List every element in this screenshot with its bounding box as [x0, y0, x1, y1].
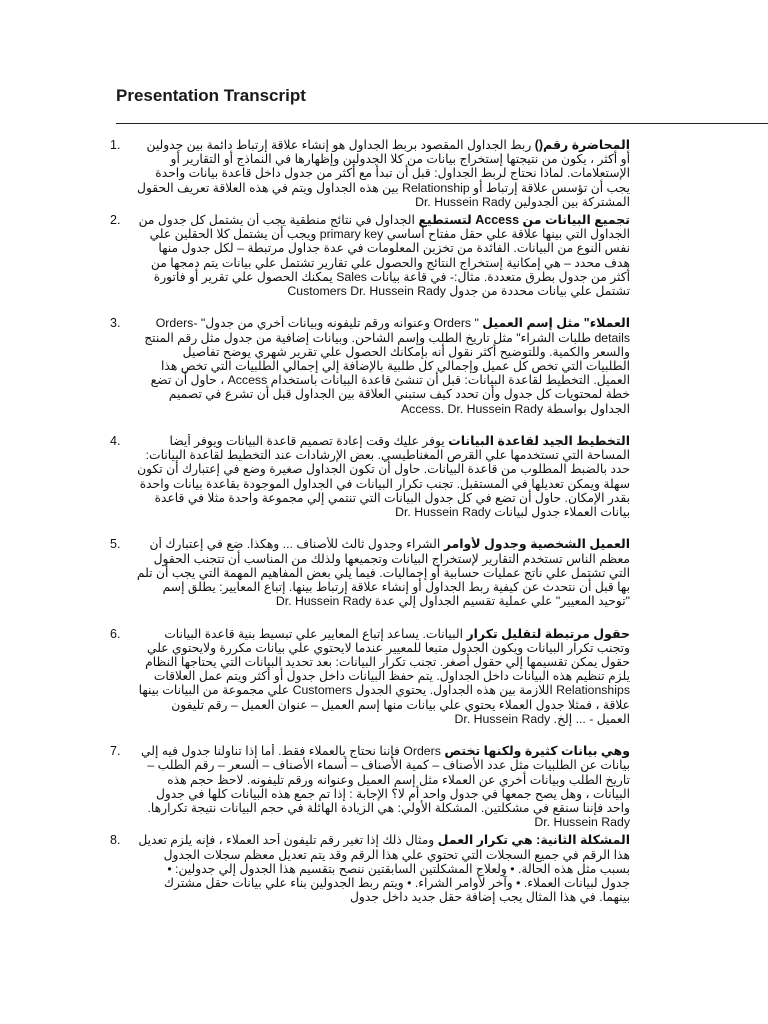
item-body: ومثال ذلك إذا تغير رقم تليفون أحد العملاء ، فإنه يلزم تعديل هذا الرقم في جميع السجلات التي تحتوي علي هذا الرقم وقد يتم تعديل معظم سجلات الجدول بسبب مثل هذه الحالة. • ولعلاج المشكلتين السابقتين ننصح بتقسيم هذا الجدول إلي جدولين: • جدول لبيانات العملاء. • وآخر لأوامر الشراء. • ويتم ربط الجدولين بناء علي بيانات حقل مشترك بينهما. في هذا المثال يجب إضافة حقل جديد داخل جدول — [138, 833, 630, 905]
item-body: ربط الجداول المقصود بربط الجداول هو إنشاء علاقة إرتباط دائمة بين جدولين أو أكثر ، يكون من نتيجتها إستخراج بيانات من كلا الجدولين وإظهارها في النماذج أو التقارير أو الإستعلامات. لماذا نحتاج لربط الجداول: قبل أن تبدأ مع أكثر من جدول داخل قاعدة بيانات واحدة يجب أن تؤسس علاقة إرتباط أو Relationship بين هذه الجداول ويتم في هذه العلاقة تعريف الحقول المشتركة بين الجدولين Dr. Hussein Rady — [137, 138, 630, 209]
item-body: الجداول في نتائج منطقية يجب أن يشتمل كل جدول من الجداول التي بينها علاقة علي حقل مفتاح أساسي primary key ويجب أن يشتمل كلا الحقلين علي نفس النوع من البيانات. الفائدة من تخزين المعلومات في عدة جداول مرتبطة – لكل جدول منها هدف محدد – هي إمكانية إستخراج النتائج والحصول علي تقارير تشتمل علي بيانات يتم دمجها من أكثر من جدول بطرق متعددة. مثال:- في قاعة بيانات Sales يمكنك الحصول علي تقرير أو فاتورة تشتمل علي بيانات محددة من جدول Customers Dr. Hussein Rady — [138, 213, 630, 299]
item-number: 5. — [110, 537, 121, 552]
item-number: 3. — [110, 316, 121, 331]
item-heading: العملاء" مثل إسم العميل — [482, 316, 630, 331]
list-item — [110, 627, 630, 741]
item-text — [136, 744, 630, 829]
list-item — [110, 833, 630, 904]
list-item — [110, 316, 630, 430]
item-text — [136, 316, 630, 430]
item-number: 1. — [110, 138, 121, 152]
item-number: 6. — [110, 626, 121, 641]
item-body: Orders فإننا نحتاج بالعملاء فقط. أما إذا تناولنا جدول فيه إلي بيانات عن الطلبيات مثل عدد الأصناف – كمية الأصناف – أسماء الأصناف – السعر – رقم الطلب – تاريخ الطلب وبيانات أخري عن العملاء مثل إسم العميل وعنوانه ورقم تليفونه. لاحظ حجم هذه البيانات ، وهل يصح جمعها في جدول واحد أم لا؟ الإجابة : إذا تم جمع هذه البيانات كلها في جدول واحد فإننا سنقع في مشكلتين. المشكلة الأولي: هي الزيادة الهائلة في حجم البيانات نتيجة تكرارها. Dr. Hussein Rady — [141, 744, 630, 830]
item-heading: وهي بيانات كثيرة ولكنها تختص — [444, 744, 630, 759]
item-body: " Orders وعنوانه ورقم تليفونه وبيانات أخري من جدول" Orders-details طلبات الشراء" مثل تاريخ الطلب وإسم الشاحن. وبيانات إضافية من جدول مثل رقم المنتج والسعر والكمية. وللتوضيح أكثر نقول أنه بإمكانك الحصول علي تقرير شهري يوضح تفاصيل الطلبيات التي تخص كل عميل وإجمالي كل طلبية بالإضافة إلي إجمالي الطلبيات التي تخص هذا العميل. التخطيط لقاعدة البيانات: قبل أن تنشئ قاعدة البيانات باستخدام Access ، حاول أن تضع خطة لمحتويات كل جدول وأن تحدد كيف ستبني العلاقة بين الجداول قبل أن تشرع في تصميم الجداول بواسطة Access. Dr. Hussein Rady — [144, 316, 630, 416]
document-title: Presentation Transcript — [116, 86, 306, 105]
item-body: الشراء وجدول ثالث للأصناف ... وهكذا. ضع في إعتبارك أن معظم الناس تستخدم التقارير لإستخراج البيانات وتجميعها ولذلك من المناسب أن تتجنب الحقول التي تشتمل علي ناتج عمليات حسابية أو إجماليات. فيما يلي بعض المفاهيم المهمة التي يجب أن تلم بها قبل أن نتحدث عن كيفية ربط الجداول أو إنشاء علاقة إرتباط بينها. إتباع المعايير: يطلق إسم "توحيد المعيير" علي عملية تقسيم الجداول إلي عدة Dr. Hussein Rady — [136, 537, 630, 609]
list-item — [110, 434, 630, 533]
item-number: 8. — [110, 833, 121, 848]
item-text — [136, 434, 630, 533]
item-heading: تجميع البيانات من Access لتستطيع — [418, 213, 630, 227]
item-body: البيانات. يساعد إتباع المعايير علي تبسيط بنية قاعدة البيانات وتجنب تكرار البيانات ويكون الجدول متبعا للمعيير عندما لايحتوي علي بيانات مكررة ولايحتوي علي حقول يمكن تقسيمها إلي حقول أصغر. تجنب تكرار البيانات: بعد تحديد البيانات التي يحتاجها النظام يلزم تنظيم هذه البيانات داخل الجداول. يتم حفظ البيانات داخل جدول أو أكثر ويتم عمل العلاقات Relationships اللازمة بين هذه الجداول. يحتوي الجدول Customers علي مجموعة من البيانات بينها علاقة ، فمثلا جدول العملاء يحتوي علي بيانات منها إسم العميل – عنوان العميل – رقم تليفون العميل - ... إلخ. Dr. Hussein Rady — [138, 626, 630, 726]
item-text — [136, 537, 630, 622]
item-text — [136, 833, 630, 904]
item-number: 4. — [110, 433, 121, 448]
item-text — [136, 213, 630, 312]
list-item — [110, 213, 630, 312]
transcript-list — [110, 138, 630, 908]
item-heading: المشكلة الثانية: هي تكرار العمل — [437, 833, 630, 848]
item-body: يوفر عليك وقت إعادة تصميم قاعدة البيانات ويوفر أيضا المساحة التي تستخدمها علي القرص المغناطيسي. بعض الإرشادات عند التخطيط لقاعدة البيانات: حدد بالضبط المطلوب من قاعدة البيانات. حاول أن تكون الجداول صغيرة وضع في إعتبارك أن تكون سهلة ويمكن تعديلها في المستقبل. تجنب تكرار البيانات في الجداول الموجودة بقاعدة بيانات واحدة بقدر الإمكان. حاول أن تضع في كل جدول البيانات التي تنتمي إلي مجموعة واحدة مثلا في قاعدة بيانات العملاء جدول لبيانات Dr. Hussein Rady — [137, 433, 630, 519]
item-number: 2. — [110, 213, 121, 227]
item-text — [136, 627, 630, 741]
title-divider — [116, 123, 768, 124]
list-item — [110, 744, 630, 829]
list-item — [110, 537, 630, 622]
item-text — [136, 138, 630, 209]
item-heading: حقول مرتبطة لتقليل تكرار — [466, 626, 630, 641]
item-number: 7. — [110, 744, 121, 759]
list-item — [110, 138, 630, 209]
item-heading: العميل الشخصية وجدول لأوامر — [443, 537, 630, 552]
item-heading: التخطيط الجيد لقاعدة البيانات — [448, 433, 630, 448]
item-heading: المحاضرة رقم() — [534, 138, 630, 152]
